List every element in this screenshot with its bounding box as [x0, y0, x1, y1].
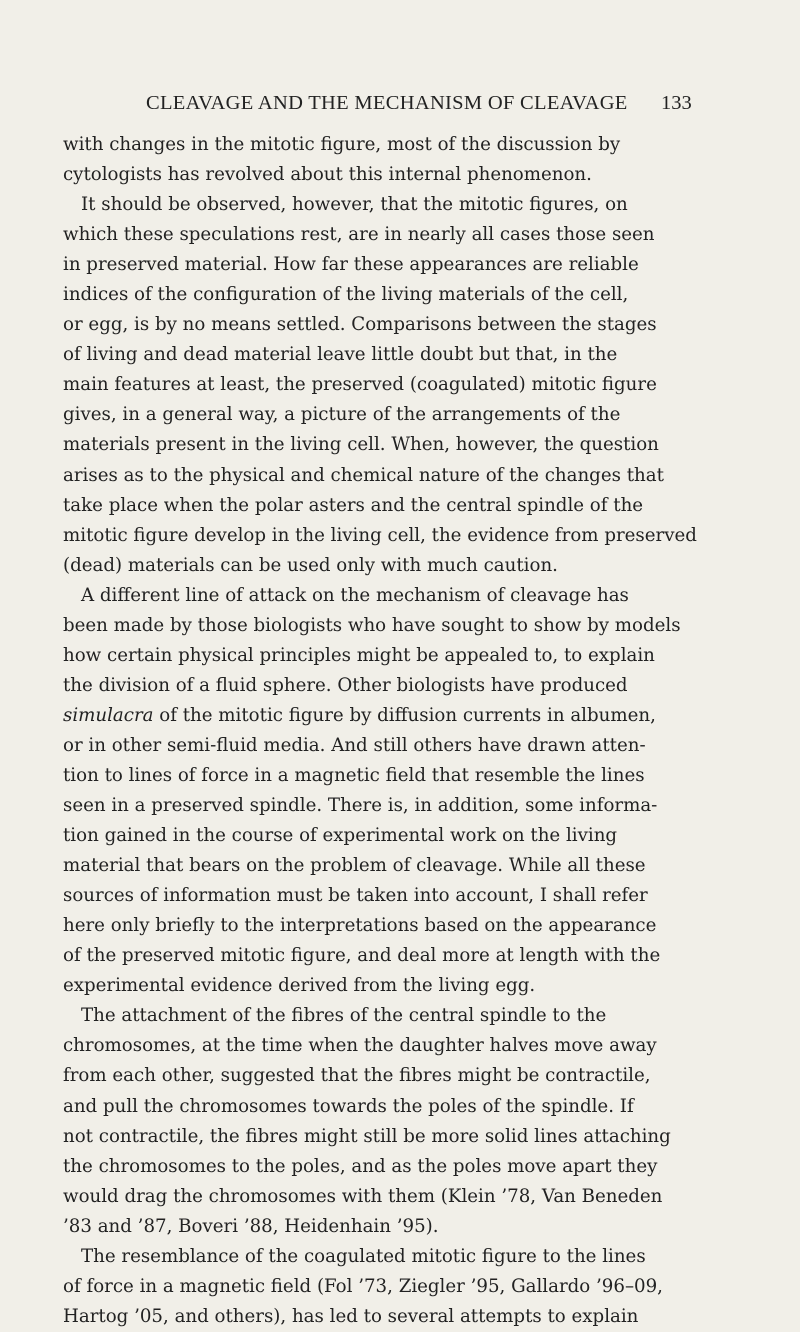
text-line: of the preserved mitotic figure, and deal more at length with the: [63, 945, 661, 967]
body-text: [63, 130, 704, 1332]
text-line: materials present in the living cell. When, however, the question: [63, 434, 659, 456]
text-line: sources of information must be taken into account, I shall refer: [63, 885, 648, 907]
text-line: of force in a magnetic field (Fol ’73, Ziegler ’95, Gallardo ’96–09,: [63, 1275, 663, 1297]
text-line: which these speculations rest, are in nearly all cases those seen: [63, 224, 655, 246]
text-line: seen in a preserved spindle. There is, in addition, some informa-: [63, 795, 658, 817]
text-line: (dead) materials can be used only with much caution.: [63, 554, 558, 576]
text-line: from each other, suggested that the fibres might be contractile,: [63, 1065, 651, 1087]
text-line: not contractile, the fibres might still be more solid lines attaching: [63, 1125, 671, 1147]
paragraph-start-line: The resemblance of the coagulated mitotic figure to the lines: [81, 1245, 646, 1267]
text-line: in preserved material. How far these appearances are reliable: [63, 254, 639, 276]
text-line: tion gained in the course of experimental work on the living: [63, 825, 618, 847]
text-line: of living and dead material leave little doubt but that, in the: [63, 344, 618, 366]
text-line: ’83 and ’87, Boveri ’88, Heidenhain ’95).: [63, 1215, 439, 1237]
text-line: or egg, is by no means settled. Comparisons between the stages: [63, 314, 657, 336]
paragraph-start-line: A different line of attack on the mechanism of cleavage has: [81, 584, 629, 606]
text-line: experimental evidence derived from the living egg.: [63, 975, 536, 997]
italic-term: simulacra: [63, 704, 154, 726]
text-line: or in other semi-fluid media. And still others have drawn atten-: [63, 734, 646, 756]
text-line: cytologists has revolved about this internal phenomenon.: [63, 164, 592, 186]
text-line: would drag the chromosomes with them (Klein ’78, Van Beneden: [63, 1185, 663, 1207]
text-line: [63, 701, 704, 731]
text-line: and pull the chromosomes towards the poles of the spindle. If: [63, 1095, 634, 1117]
page-number: 133: [661, 92, 692, 114]
text-line: the division of a fluid sphere. Other biologists have produced: [63, 674, 628, 696]
text-line: chromosomes, at the time when the daughter halves move away: [63, 1035, 657, 1057]
text-line: mitotic figure develop in the living cell, the evidence from preserved: [63, 524, 697, 546]
text-line: Hartog ’05, and others), has led to several attempts to explain: [63, 1305, 639, 1327]
text-line: how certain physical principles might be appealed to, to explain: [63, 644, 655, 666]
text-line: with changes in the mitotic figure, most of the discussion by: [63, 134, 621, 155]
text-line: here only briefly to the interpretations based on the appearance: [63, 915, 657, 937]
text-line: take place when the polar asters and the central spindle of the: [63, 494, 644, 516]
text-line: arises as to the physical and chemical nature of the changes that: [63, 464, 664, 486]
text-line: the chromosomes to the poles, and as the poles move apart they: [63, 1155, 658, 1177]
running-head: CLEAVAGE AND THE MECHANISM OF CLEAVAGE: [146, 92, 628, 114]
paragraph-start-line: The attachment of the fibres of the central spindle to the: [81, 1005, 607, 1027]
text-run: of the mitotic figure by diffusion currents in albumen,: [153, 704, 656, 726]
text-line: tion to lines of force in a magnetic field that resemble the lines: [63, 764, 645, 786]
page-header: [0, 88, 800, 118]
text-line: indices of the configuration of the living materials of the cell,: [63, 284, 629, 306]
text-line: gives, in a general way, a picture of the arrangements of the: [63, 404, 621, 426]
text-line: been made by those biologists who have sought to show by models: [63, 614, 681, 636]
paragraph-start-line: It should be observed, however, that the mitotic figures, on: [81, 194, 628, 216]
text-line: main features at least, the preserved (coagulated) mitotic figure: [63, 374, 657, 396]
text-line: material that bears on the problem of cleavage. While all these: [63, 855, 646, 877]
